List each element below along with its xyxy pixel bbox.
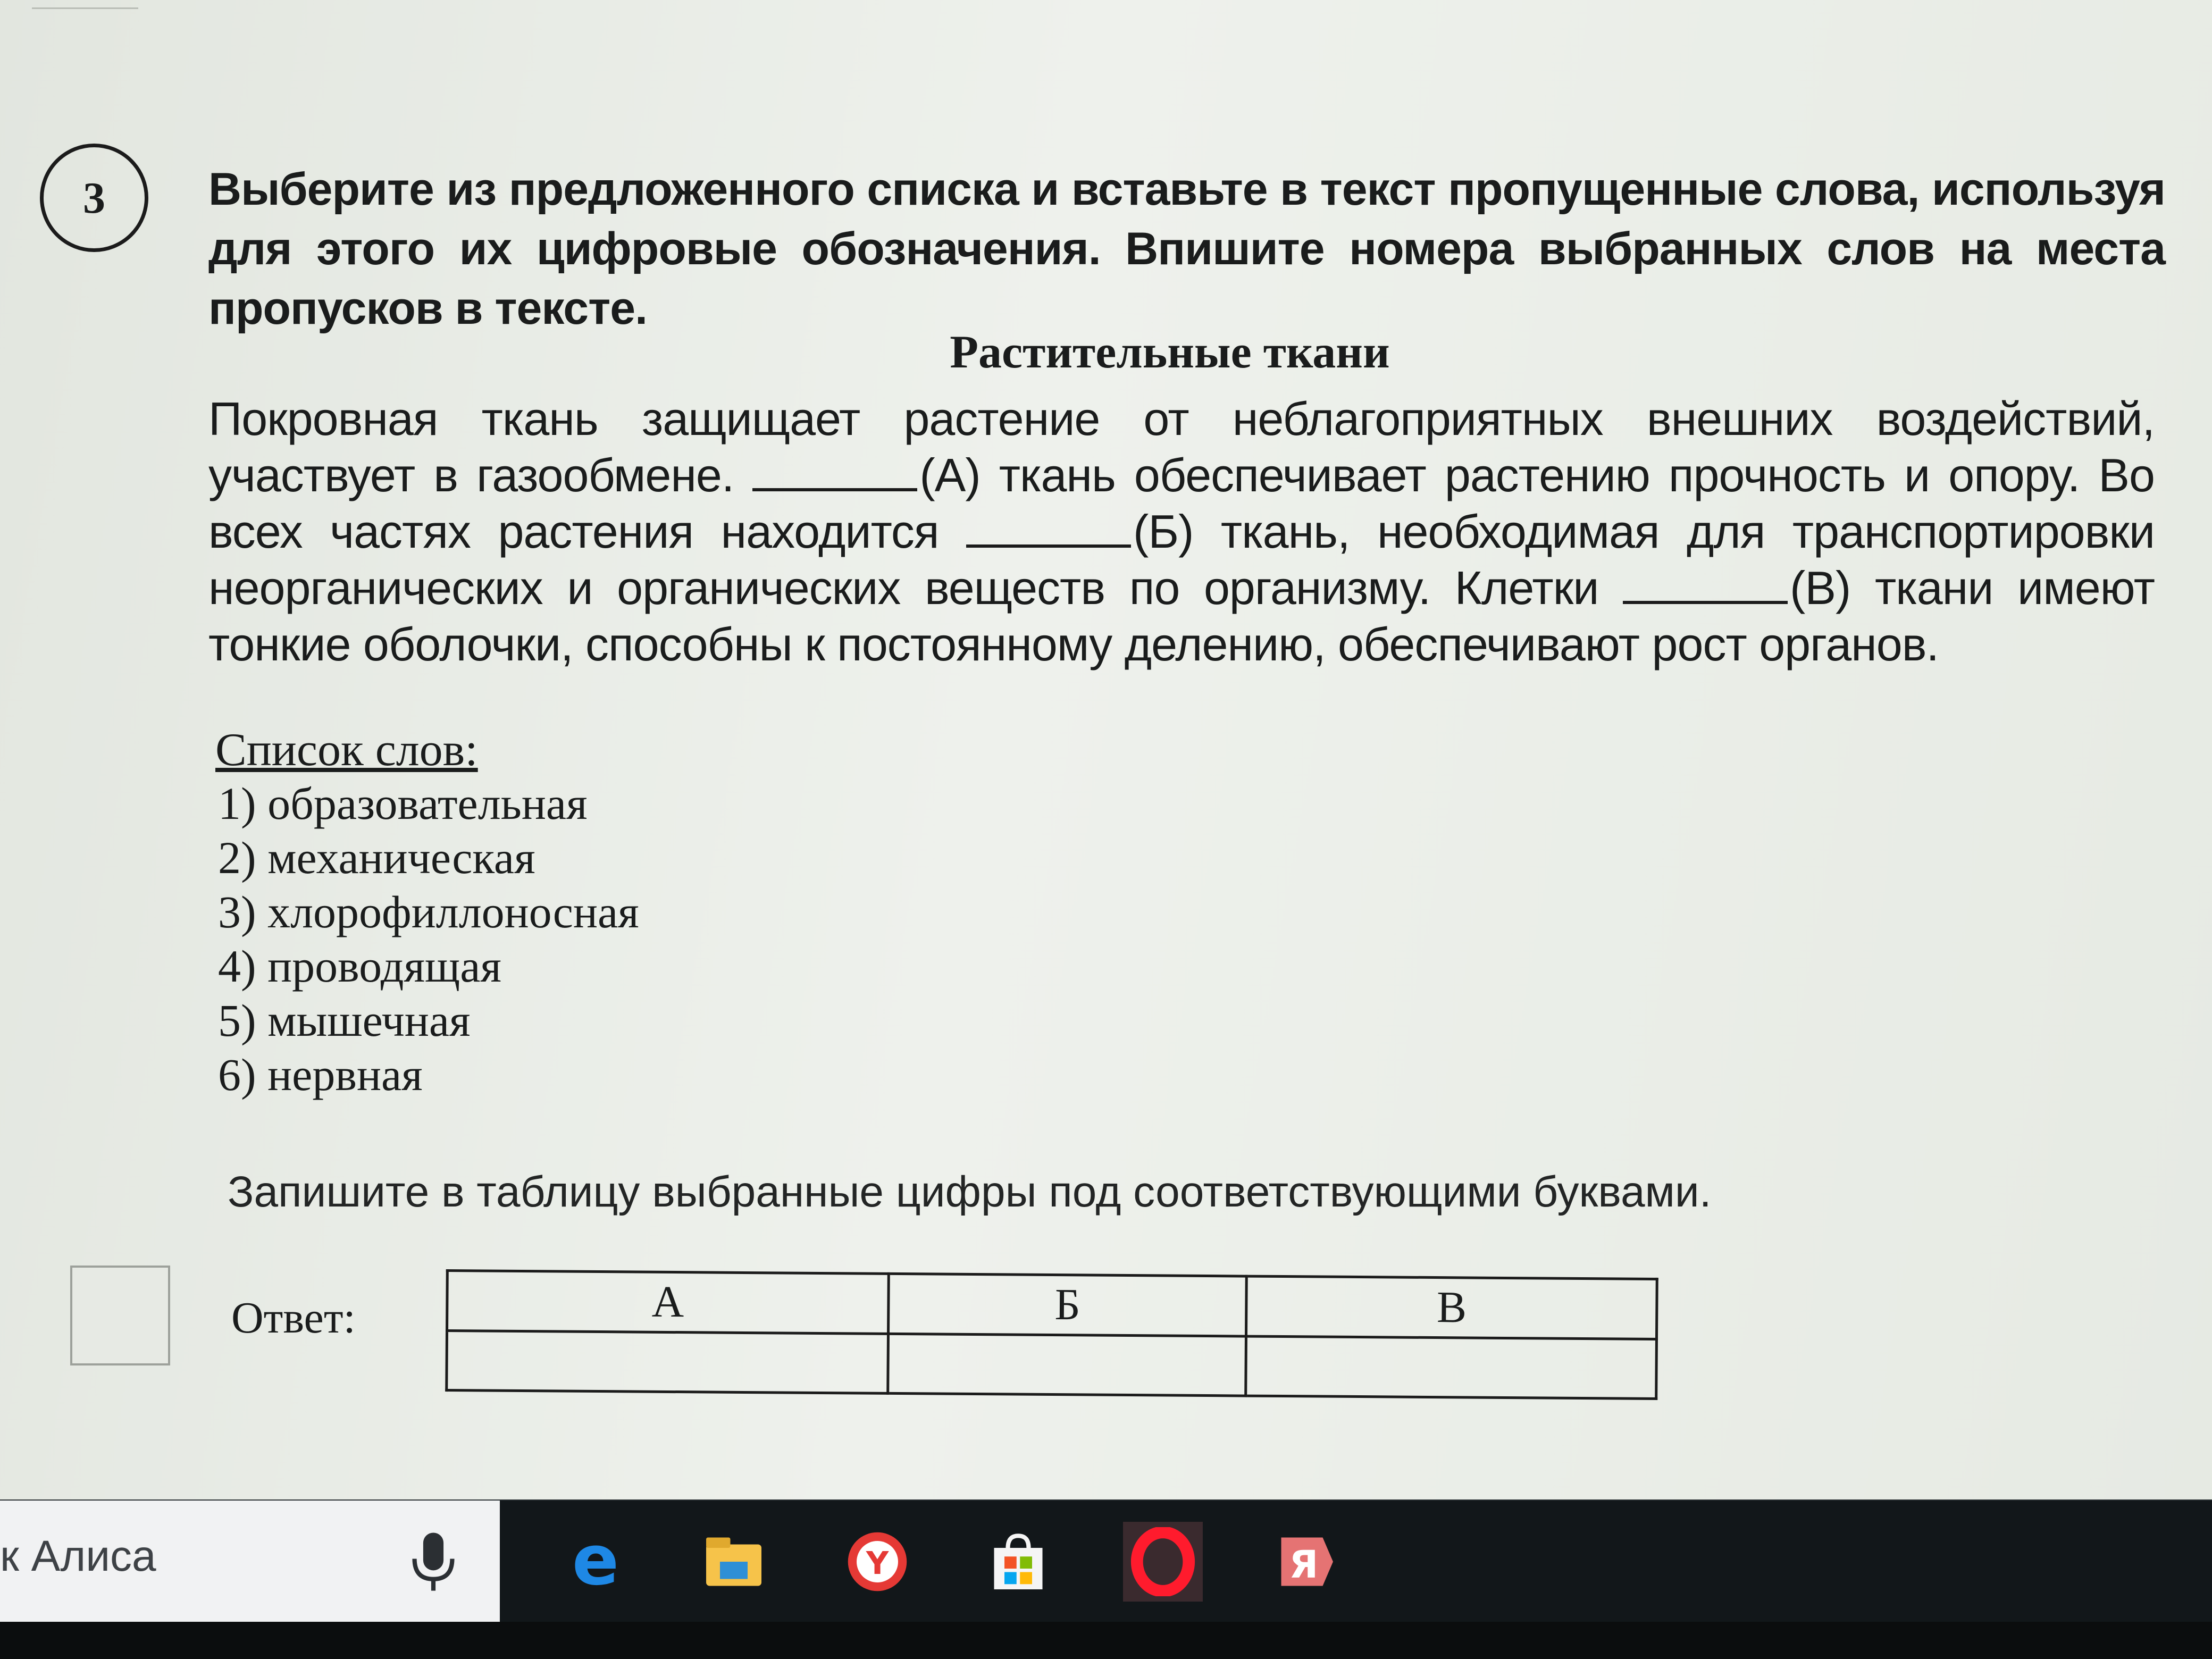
microphone-icon[interactable] [404, 1530, 463, 1594]
word-item: 4) проводящая [218, 941, 501, 992]
question-number: 3 [40, 144, 148, 252]
task-paragraph [208, 391, 2155, 673]
answer-cell-v[interactable] [1246, 1336, 1656, 1399]
edge-icon[interactable] [556, 1522, 635, 1602]
yandex-icon[interactable] [1266, 1522, 1345, 1602]
blank-v [1623, 563, 1788, 604]
search-text: к Алиса [0, 1532, 156, 1580]
answer-header-v: В [1246, 1276, 1657, 1339]
paragraph-part-4: (В) ткани имеют тонкие оболочки, способны к постоянному делению, обеспечивают рост органов. [208, 562, 2155, 671]
taskbar-search[interactable] [0, 1501, 500, 1623]
answer-cell-a[interactable] [447, 1330, 889, 1393]
text-title: Растительные ткани [950, 326, 1390, 378]
blank-b [966, 506, 1131, 548]
answer-label: Ответ: [231, 1293, 356, 1343]
bezel [0, 1622, 2212, 1659]
word-item: 6) нервная [218, 1049, 423, 1100]
answer-cell-b[interactable] [888, 1334, 1246, 1396]
answer-table [445, 1269, 1658, 1400]
answer-checkbox[interactable] [70, 1266, 170, 1365]
word-item: 3) хлорофиллоносная [218, 886, 639, 937]
store-icon[interactable] [978, 1522, 1058, 1602]
yandex-browser-icon[interactable] [837, 1522, 917, 1602]
paragraph-part-1: Покровная ткань защищает растение от неблагоприятных внешних воздействий, участвует в газообмене. [208, 392, 2155, 501]
task-instruction: Выберите из предложенного списка и вставьте в текст пропущенные слова, используя для этого их цифровые обозначения. Впишите номера выбранных слов на места пропусков в тексте. [208, 164, 2165, 334]
word-item: 5) мышечная [218, 995, 471, 1046]
paragraph-part-3: (Б) ткань, необходимая для транспортировки неорганических и органических веществ по организму. Клетки [208, 505, 2155, 614]
toolbar-fragment [32, 0, 138, 9]
svg-text:Y: Y [866, 1545, 889, 1581]
answer-header-a: А [447, 1271, 889, 1334]
blank-a [752, 450, 917, 491]
opera-icon[interactable] [1123, 1522, 1203, 1602]
table-instruction: Запишите в таблицу выбранные цифры под соответствующими буквами. [228, 1168, 1712, 1216]
svg-text:Я: Я [1289, 1542, 1319, 1587]
word-item: 2) механическая [218, 832, 535, 883]
svg-text:e: e [572, 1527, 619, 1596]
taskbar [0, 1499, 2212, 1623]
word-list-heading: Список слов: [215, 724, 478, 776]
word-list [218, 776, 639, 1102]
paragraph-part-2: (А) ткань обеспечивает растению прочность и опору. Во всех частях растения находится [208, 449, 2155, 558]
answer-header-b: Б [889, 1273, 1247, 1336]
file-explorer-icon[interactable] [694, 1522, 774, 1602]
word-item: 1) образовательная [218, 778, 588, 829]
